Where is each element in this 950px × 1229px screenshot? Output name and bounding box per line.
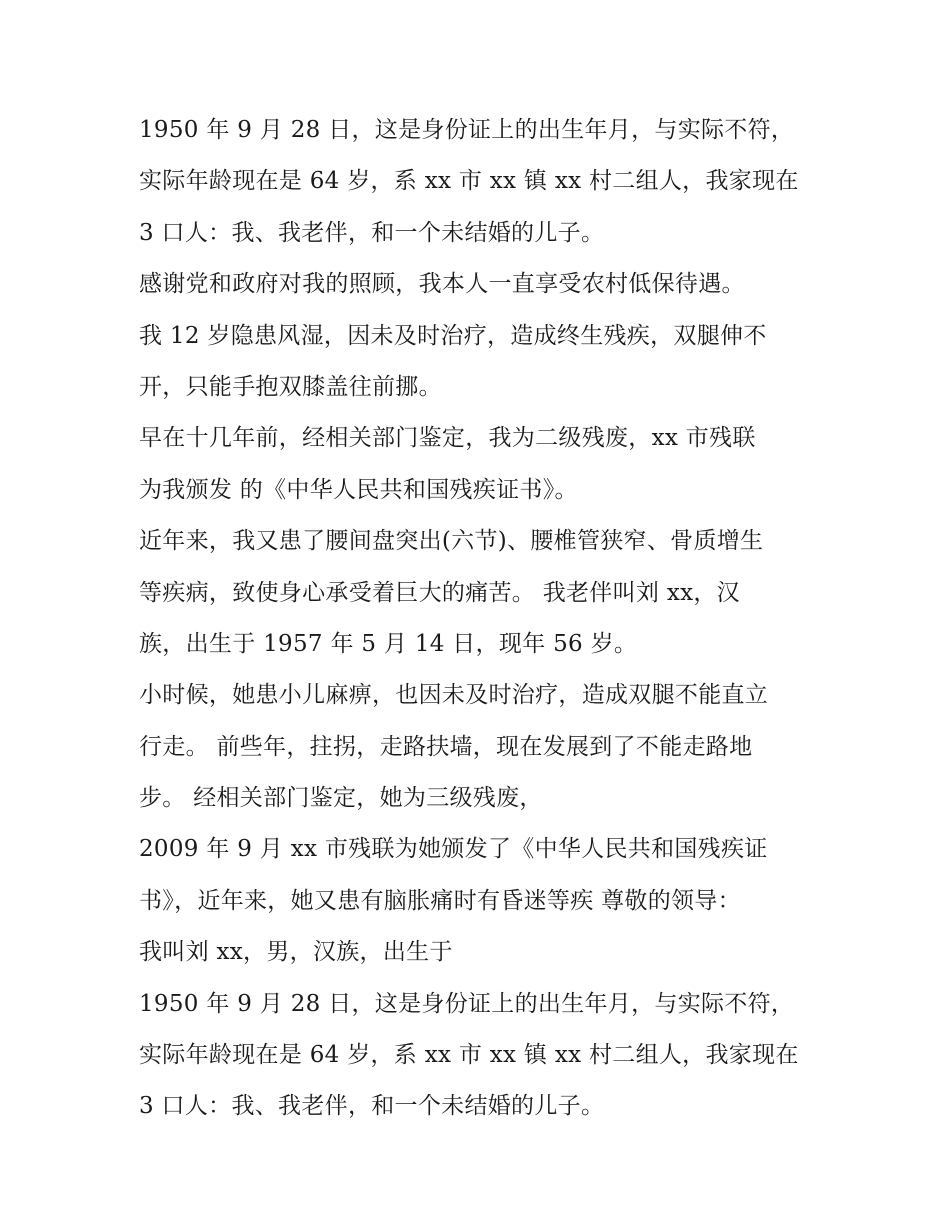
text-line: 书》，近年来，她又患有脑胀痛时有昏迷等疾 尊敬的领导：	[139, 887, 741, 914]
text-line: 感谢党和政府对我的照顾，我本人一直享受农村低保待遇。	[139, 271, 745, 298]
text-line: 族，出生于 1957 年 5 月 14 日，现年 56 岁。	[139, 630, 638, 657]
text-line: 实际年龄现在是 64 岁，系 xx 市 xx 镇 xx 村二组人，我家现在	[139, 1042, 799, 1069]
text-line: 等疾病，致使身心承受着巨大的痛苦。 我老伴叫刘 xx，汉	[139, 579, 740, 606]
text-line: 1950 年 9 月 28 日，这是身份证上的出生年月，与实际不符，	[139, 990, 795, 1017]
text-line: 开，只能手抱双膝盖往前挪。	[139, 373, 442, 400]
text-line: 为我颁发 的《中华人民共和国残疾证书》。	[139, 476, 578, 503]
text-line: 步。 经相关部门鉴定，她为三级残废，	[139, 785, 543, 812]
text-line: 近年来，我又患了腰间盘突出(六节)、腰椎管狭窄、骨质增生	[139, 528, 764, 555]
text-line: 我 12 岁隐患风湿，因未及时治疗，造成终生残疾，双腿伸不	[139, 322, 767, 349]
text-line: 2009 年 9 月 xx 市残联为她颁发了《中华人民共和国残疾证	[139, 836, 768, 863]
text-line: 实际年龄现在是 64 岁，系 xx 市 xx 镇 xx 村二组人，我家现在	[139, 168, 799, 195]
document-body	[139, 105, 829, 1133]
text-line: 3 口人：我、我老伴，和一个未结婚的儿子。	[139, 1093, 605, 1120]
text-line: 行走。 前些年，拄拐，走路扶墙，现在发展到了不能走路地	[139, 733, 753, 760]
text-line: 小时候，她患小儿麻痹，也因未及时治疗，造成双腿不能直立	[139, 682, 769, 709]
text-line: 1950 年 9 月 28 日，这是身份证上的出生年月，与实际不符，	[139, 117, 795, 143]
text-line: 我叫刘 xx，男，汉族，出生于	[139, 939, 453, 966]
text-line: 早在十几年前，经相关部门鉴定，我为二级残废，xx 市残联	[139, 425, 756, 452]
text-line: 3 口人：我、我老伴，和一个未结婚的儿子。	[139, 219, 605, 246]
